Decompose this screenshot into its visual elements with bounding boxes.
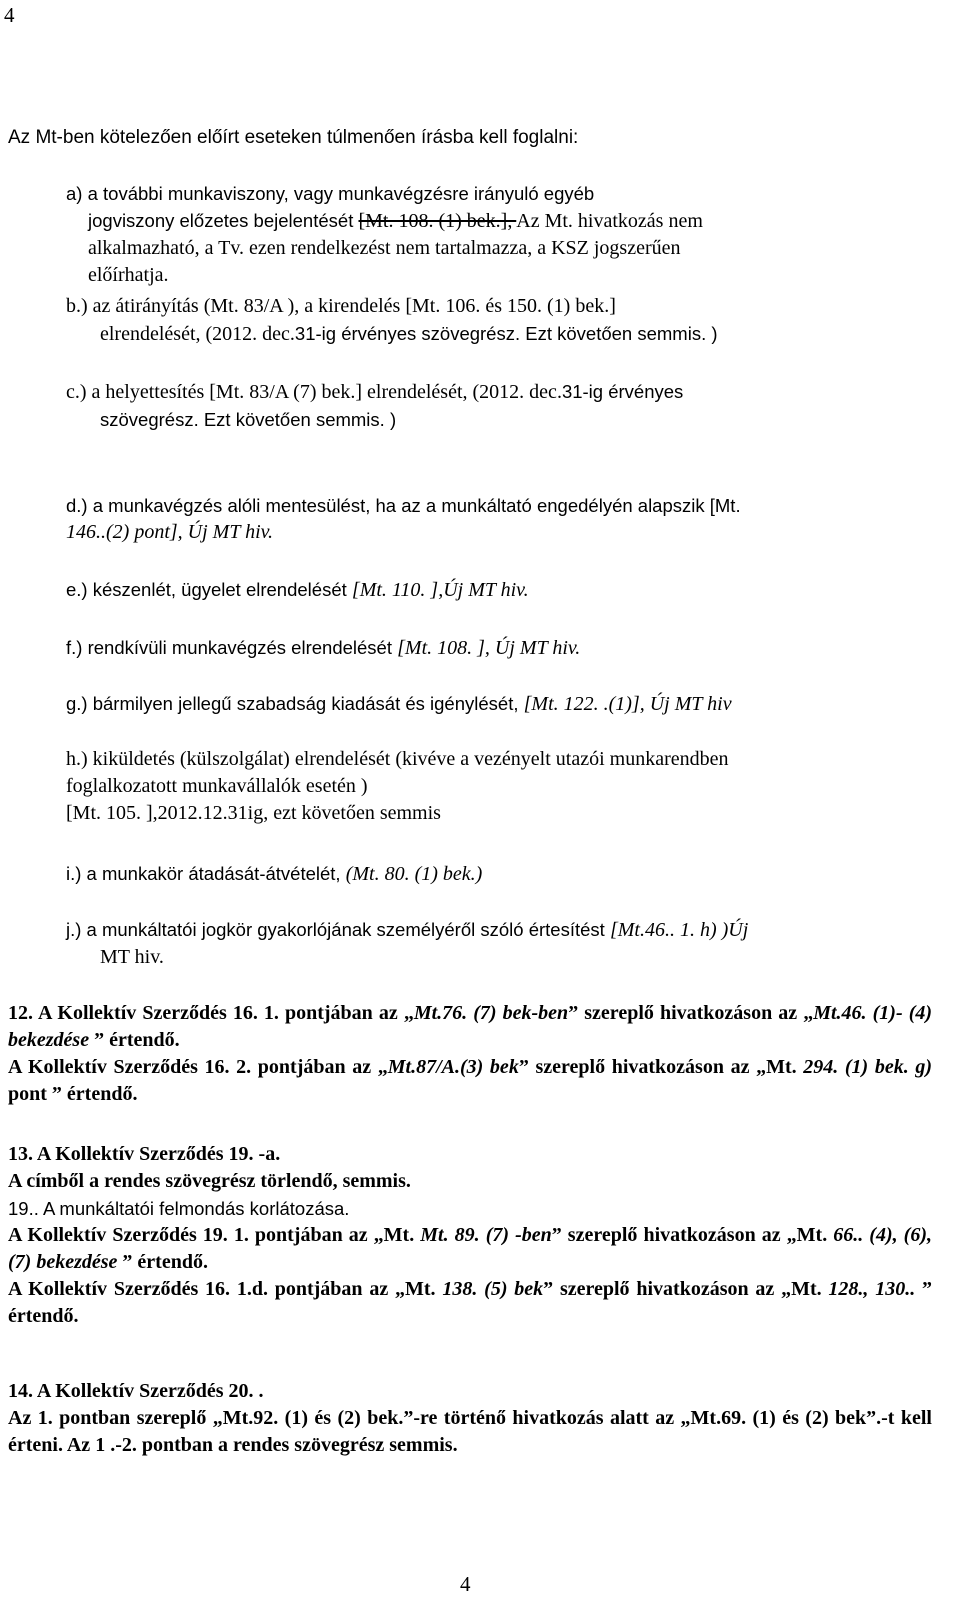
page-number-top: 4: [4, 3, 15, 27]
s12-text-c: ” értendő.: [89, 1029, 180, 1051]
item-i-line: [66, 860, 932, 888]
item-b-line2: [66, 320, 932, 348]
s13-text-e: ” szereplő hivatkozáson az „Mt.: [543, 1278, 829, 1300]
item-g-reference: [Mt. 122. .(1)], Új MT hiv: [523, 693, 732, 715]
item-e-line: [66, 576, 932, 604]
s12-ref-b: Mt.46. (1)- (4) bekezdése: [8, 1002, 933, 1051]
section-14-title: 14. A Kollektív Szerződés 20. .: [8, 1380, 264, 1402]
section-13-para3: [8, 1222, 932, 1276]
list-item-e: [66, 576, 932, 604]
list-item-d: [66, 492, 932, 546]
s12-text-b: ” szereplő hivatkozáson az „: [568, 1002, 814, 1024]
section-12: [8, 1000, 932, 1108]
item-i-reference: (Mt. 80. (1) bek.): [345, 863, 483, 885]
item-i-text: i.) a munkakör átadását-átvételét,: [66, 863, 346, 884]
section-13-title: 13. A Kollektív Szerződés 19. -a.: [8, 1143, 281, 1165]
item-a-struck-reference: [Mt. 108. (1) bek.],: [358, 210, 517, 232]
section-13-para2: 19.. A munkáltatói felmondás korlátozása.: [8, 1198, 350, 1219]
s13-ref-d: 128., 130..: [828, 1278, 916, 1300]
item-d-line2: 146..(2) pont], Új MT hiv.: [66, 521, 274, 543]
s12-text-a: 12. A Kollektív Szerződés 16. 1. pontjában az „: [8, 1002, 414, 1024]
item-g-text: g.) bármilyen jellegű szabadság kiadását és igénylését,: [66, 693, 524, 714]
list-item-a: [66, 180, 932, 289]
item-c-text: c.) a helyettesítés [Mt. 83/A (7) bek.] elrendelését, (2012. dec.: [66, 381, 562, 403]
item-b-sans-text: 31-ig érvényes szövegrész. Ezt követően semmis. ): [294, 323, 718, 344]
section-12-para1: [8, 1000, 932, 1054]
s13-ref-b: 66.. (4), (6), (7) bekezdése: [8, 1224, 932, 1273]
s13-ref-a: Mt. 89. (7) -ben: [420, 1224, 552, 1246]
s13-ref-c: 138. (5) bek: [442, 1278, 544, 1300]
list-item-j: [66, 916, 932, 971]
item-b-line1: b.) az átirányítás (Mt. 83/A ), a kirendelés [Mt. 106. és 150. (1) bek.]: [66, 295, 616, 317]
s12-ref-a: Mt.76. (7) bek-ben: [413, 1002, 569, 1024]
item-f-text: f.) rendkívüli munkavégzés elrendelését: [66, 637, 398, 658]
s13-text-b: ” szereplő hivatkozáson az „Mt.: [551, 1224, 834, 1246]
item-a-line3: alkalmazható, a Tv. ezen rendelkezést nem tartalmazza, a KSZ jogszerűen: [88, 237, 681, 259]
item-c-line2: szövegrész. Ezt követően semmis. ): [100, 409, 397, 430]
list-item-g: [66, 690, 932, 718]
list-item-i: [66, 860, 932, 888]
section-12-para2: [8, 1054, 932, 1108]
item-f-reference: [Mt. 108. ], Új MT hiv.: [397, 637, 581, 659]
item-h-line3: [Mt. 105. ],2012.12.31ig, ezt követően semmis: [66, 802, 441, 824]
item-a-note: Az Mt. hivatkozás nem: [516, 210, 703, 232]
item-j-reference: [Mt.46.. 1. h) )Új: [609, 919, 749, 941]
section-13-para1: A címből a rendes szövegrész törlendő, semmis.: [8, 1170, 411, 1192]
list-item-b: [66, 293, 932, 348]
item-j-text: j.) a munkáltatói jogkör gyakorlójának személyéről szóló értesítést: [66, 919, 610, 940]
section-13-para4: [8, 1276, 932, 1330]
list-item-c: [66, 378, 932, 433]
s12-ref-d: 294. (1) bek. g): [803, 1056, 932, 1078]
item-c-line1: [66, 378, 932, 406]
s13-text-f: ” értendő.: [8, 1278, 932, 1327]
s13-text-d: A Kollektív Szerződés 16. 1.d. pontjában az „Mt.: [8, 1278, 443, 1300]
item-a-line4: előírhatja.: [88, 264, 169, 286]
item-e-reference: [Mt. 110. ],Új MT hiv.: [351, 579, 529, 601]
list-item-f: [66, 634, 932, 662]
item-j-line1: [66, 916, 932, 944]
item-b-text: elrendelését, (2012. dec.: [100, 323, 295, 345]
item-a-line2: [66, 207, 932, 235]
item-f-line: [66, 634, 932, 662]
item-g-line: [66, 690, 932, 718]
item-h-line2: foglalkozatott munkavállalók esetén ): [66, 775, 368, 797]
item-j-line2: MT hiv.: [100, 946, 164, 968]
item-a-text: jogviszony előzetes bejelentését: [88, 210, 359, 231]
page-number-bottom: 4: [460, 1572, 471, 1596]
s12-text-e: ” szereplő hivatkozáson az „Mt.: [518, 1056, 804, 1078]
item-e-text: e.) készenlét, ügyelet elrendelését: [66, 579, 352, 600]
s12-ref-c: Mt.87/A.(3) bek: [387, 1056, 519, 1078]
item-c-sans-text: 31-ig érvényes: [561, 381, 684, 402]
intro-text: Az Mt-ben kötelezően előírt eseteken túlmenően írásba kell foglalni:: [8, 127, 579, 148]
item-d-line1: d.) a munkavégzés alóli mentesülést, ha az a munkáltató engedélyén alapszik [Mt.: [66, 495, 741, 516]
section-14-para1: Az 1. pontban szereplő „Mt.92. (1) és (2) bek.”-re történő hivatkozás alatt az „Mt.69. (1) és (2) bek”.-t kell érteni. Az 1 .-2. pontban a rendes szövegrész semmis.: [8, 1407, 932, 1456]
s13-text-a: A Kollektív Szerződés 19. 1. pontjában az „Mt.: [8, 1224, 421, 1246]
section-14: [8, 1378, 932, 1459]
s12-text-f: pont ” értendő.: [8, 1083, 138, 1105]
section-13: [8, 1141, 932, 1330]
s13-text-c: ” értendő.: [117, 1251, 208, 1273]
s12-text-d: A Kollektív Szerződés 16. 2. pontjában az „: [8, 1056, 388, 1078]
item-a-line1: a) a további munkaviszony, vagy munkavégzésre irányuló egyéb: [66, 183, 595, 204]
item-h-line1: h.) kiküldetés (külszolgálat) elrendelését (kivéve a vezényelt utazói munkarendben: [66, 748, 729, 770]
list-item-h: [66, 746, 932, 827]
